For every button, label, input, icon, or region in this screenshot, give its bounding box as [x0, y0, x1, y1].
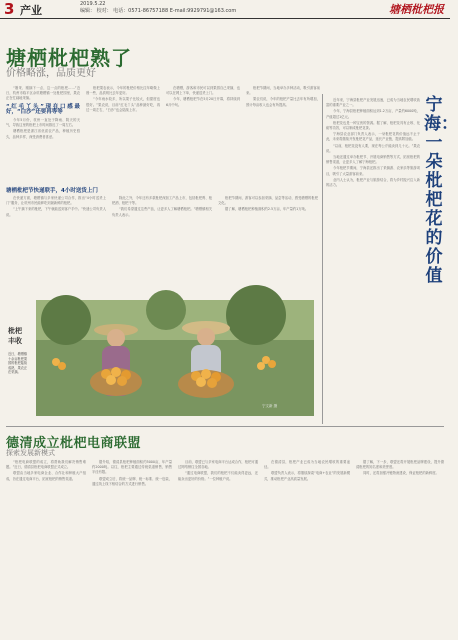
photo-credit: 宁文新 摄 [262, 404, 278, 408]
story1-column-6 [112, 196, 212, 296]
page-header [0, 0, 450, 19]
sidebar-column [326, 98, 420, 428]
paragraph: 联盟负责人表示，将继续探索“电商+农业”的发展新模式，推动枇杷产业高质量发展。 [264, 471, 350, 481]
headline-second-subtitle: 探索发展新模式 [6, 449, 55, 457]
paragraph: 据了解，下一步，联盟还将开展枇杷品牌建设，提升德清枇杷的知名度和美誉度。 [356, 460, 444, 470]
photo-title: 枇杷丰收 [8, 327, 22, 345]
photo-illustration [6, 300, 314, 416]
paragraph: “我们希望通过这些产品，让更多人了解塘栖枇杷。”塘栖镇相关负责人表示。 [112, 207, 212, 217]
paragraph: 塘栖枇杷是浙江省优质农产品，种植历史悠久，品种多样，深受消费者喜爱。 [6, 129, 80, 139]
paragraph: 业内人士认为，枇杷产业与旅游结合，将为乡村振兴注入新的活力。 [326, 177, 420, 188]
paragraph: “枇杷电商联盟的成立，将帮助我们解决销售难题。”近日，德清县枇杷电商联盟正式成立。 [6, 460, 86, 470]
paragraph: 果农们说，今年的枇杷产量比去年有所增加，预计每亩收入也会有所提高。 [246, 97, 320, 107]
paragraph: 联盟由当地多家电商企业、合作社和种植大户组成，旨在通过电商平台，拓宽枇杷的销售渠道。 [6, 471, 86, 481]
paragraph: 同时，还将加强冷链物流建设，保证枇杷的新鲜度。 [363, 471, 439, 476]
section-name: 产业 [20, 4, 42, 17]
story2-column-3 [178, 460, 258, 635]
paragraph: 目前，联盟已与多家电商平台达成合作，枇杷可通过网络销往全国各地。 [178, 460, 258, 470]
paragraph: 枇杷节期间，游客可以参加采摘、品尝等活动，感受塘栖的枇杷文化。 [218, 196, 318, 206]
sidebar-divider [322, 94, 323, 424]
paragraph: 今年枇杷节期间，宁海县还推出了采摘游、农家乐等旅游项目，吸引了大量游客前来。 [326, 166, 420, 176]
masthead: 塘栖枇杷报 [389, 3, 444, 16]
paragraph: “今年雨水较多，所以果子比较大，但甜度也很好。”果农说，目前“红毛丫头”品种最好吃，再过一周左右，“白沙”也会陆续上市。 [86, 97, 160, 112]
paragraph: 今年5月份，杭州一直处于降雨、阴天的天气，导致这里的枇杷上市时间推迟了一周左右。 [6, 118, 80, 128]
headline-second: 德清成立枇杷电商联盟 [6, 436, 142, 451]
story1-subhead-b: 塘栖枇杷节快递联手，4小时送货上门 [6, 188, 98, 194]
paragraph: “以前，枇杷花没有人要，现在每公斤能卖到几十元。”果农说。 [326, 143, 420, 153]
paragraph: 在德清县，枇杷产业已成为当地农民增收的重要途径。 [264, 460, 350, 470]
paragraph: 联盟成立后，将统一品牌、统一标准、统一包装，通过线上线下相结合的方式进行销售。 [92, 476, 172, 486]
story1-subhead-a: “红毛丫头”现在口感最好，“白沙”还要再等等 [6, 103, 80, 115]
paragraph: 今年，塘栖枇杷节在5月20日开幕，将持续到6月中旬。 [166, 97, 240, 107]
page-number: 3 [4, 0, 15, 18]
edition-meta [80, 1, 236, 15]
section-divider [6, 426, 444, 427]
paragraph: 枇杷节期间，当地举办多种活动，吸引游客前来。 [246, 86, 320, 96]
story2-column-2 [92, 460, 172, 635]
paragraph: 据介绍，德清县枇杷种植面积约5000亩，年产量约2000吨。以往，枇杷主要通过传统渠道销售，销售半径有限。 [92, 460, 172, 475]
paragraph: 宁海县农业部门负责人表示，一朵枇杷花的价值远不止于此，未来将继续开发枇杷花产品，延长产业链，提高附加值。 [326, 132, 420, 142]
paragraph: 当地还通过举办枇杷节、开展电商销售等方式，拓宽枇杷的销售渠道，让更多人了解宁海枇杷。 [326, 155, 420, 165]
loquat-harvest-photo [6, 300, 314, 416]
paragraph: 今年，宁海县枇杷种植面积达到1.2万亩，产量约6000吨，产值超过1亿元。 [326, 109, 420, 119]
paragraph: 枇杷果农表示，今年的枇杷价格比往年略微上涨一些，品质则比去年更好。 [86, 86, 160, 96]
paragraph: 除此之外，今年还有多款枇杷深加工产品上市，包括枇杷膏、枇杷酒、枇杷干等。 [112, 196, 212, 206]
story2-column-1 [6, 460, 86, 635]
paragraph: “上午摘下来的枇杷，下午就能送到客户手中。”快递公司负责人说。 [6, 207, 106, 217]
story2-column-4 [264, 460, 350, 635]
paragraph: 在塘栖，游客和市民可以到果园自己采摘，也可以在网上下单，快递送货上门。 [166, 86, 240, 96]
paragraph: 在快递方面，塘栖镇与多家快递公司合作，推出“4小时送货上门”服务，让杭州市民能够吃到最新鲜的枇杷。 [6, 196, 106, 206]
paragraph: “通过电商联盟，我们的枇杷不仅能卖得更远，还能卖出更好的价格。”一位种植户说。 [178, 471, 258, 481]
story1-column-7 [218, 196, 318, 296]
story2-column-5 [356, 460, 444, 635]
edition-date: 2019.5.22 [80, 1, 106, 7]
photo-caption: 近日，塘栖镇十余亩枇杷果园的枇杷陆续成熟，果农正在采摘。 [8, 352, 28, 375]
paragraph: “刚采、刚摘下一点，这一点的枇杷……”近日，杭州市临平区余杭塘栖镇一处枇杷园里，果农正在忙碌地采摘。 [6, 86, 80, 101]
headline-main-subtitle: 价格略涨，品质更好 [6, 68, 96, 79]
story1-column-5 [6, 196, 106, 296]
headline-main: 塘栖枇杷熟了 [6, 46, 132, 70]
paragraph: 据了解，塘栖枇杷种植面积约2.5万亩，年产量约1万吨。 [225, 207, 309, 212]
paragraph: 枇杷花也是一种宝贵的资源。据了解，枇杷花具有止咳、化痰等功效，可以制成枇杷花茶。 [326, 120, 420, 131]
sidebar-vertical-title: 宁海：一朵枇杷花的价值 [424, 95, 458, 286]
edition-contact: 编辑： 校对： 电话：0571-86757188 E-mail:9929791@163.com [80, 8, 237, 14]
paragraph: 近年来，宁海县枇杷产业发展迅速，已成为当地农民增收致富的重要产业之一。 [326, 98, 420, 108]
